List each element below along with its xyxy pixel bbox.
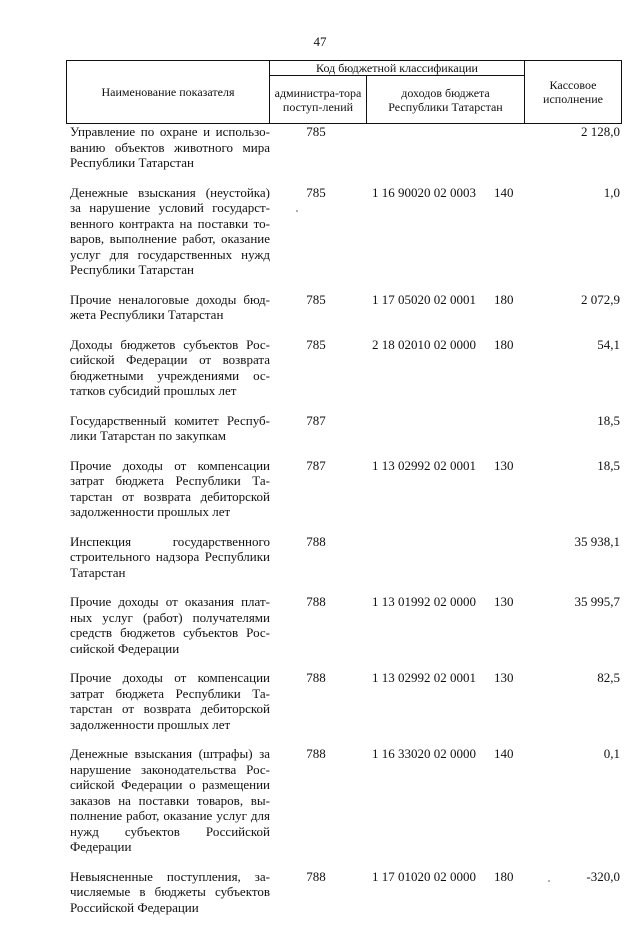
- table-row: [66, 458, 622, 520]
- indicator-name: Прочие неналоговые доходы бюд-жета Республики Татарстан: [70, 291, 270, 322]
- admin-code: 785: [306, 124, 326, 139]
- col-name-header: Наименование показателя: [67, 61, 270, 124]
- col-admin-header: администра-тора поступ-лений: [270, 76, 367, 124]
- table-header: [66, 60, 622, 124]
- cash-amount: 54,1: [597, 336, 620, 352]
- revenue-code: 1 13 01992 02 0000: [372, 594, 476, 609]
- col-code-group-header: Код бюджетной классификации: [270, 61, 525, 76]
- indicator-name: Денежные взыскания (штрафы) за нарушение законодательства Рос-сийской Федерации о размещении заказов на поставки товаров, вы-полнение работ, оказание услуг для нужд субъектов Российской Федерации: [70, 746, 270, 854]
- scan-speck: [548, 880, 550, 882]
- admin-code: 788: [306, 868, 326, 884]
- cash-amount: 2 128,0: [581, 124, 620, 139]
- sub-code: 180: [494, 291, 514, 307]
- cash-amount: 1,0: [603, 184, 620, 200]
- indicator-name: Инспекция государственного строительного надзора Республики Татарстан: [70, 533, 270, 580]
- table-row: [66, 670, 622, 732]
- table-row: [66, 534, 622, 581]
- table-row: [66, 124, 622, 171]
- sub-code: 140: [494, 184, 514, 200]
- page-number: 47: [313, 34, 327, 49]
- indicator-name: Прочие доходы от оказания плат-ных услуг (работ) получателями средств бюджетов субъектов Рос-сийской Федерации: [70, 594, 270, 656]
- col-revenue-header: доходов бюджета Республики Татарстан: [367, 76, 525, 124]
- sub-code: 130: [494, 670, 514, 685]
- col-cash-header: Кассовое исполнение: [525, 61, 622, 124]
- sub-code: 180: [494, 868, 514, 884]
- admin-code: 785: [306, 184, 326, 200]
- cash-amount: -320,0: [586, 868, 620, 884]
- admin-code: 788: [306, 594, 326, 609]
- cash-amount: 35 938,1: [574, 533, 620, 549]
- table-row: [66, 413, 622, 444]
- table-body: [66, 124, 622, 929]
- table-row: [66, 185, 622, 278]
- admin-code: 788: [306, 533, 326, 549]
- admin-code: 787: [306, 457, 326, 473]
- revenue-code: 1 13 02992 02 0001: [372, 670, 476, 685]
- admin-code: 788: [306, 746, 326, 761]
- revenue-code: 1 17 01020 02 0000: [372, 868, 476, 884]
- indicator-name: Управление по охране и использо-ванию объектов животного мира Республики Татарстан: [70, 124, 270, 170]
- revenue-code: 1 16 33020 02 0000: [372, 746, 476, 761]
- revenue-code: 2 18 02010 02 0000: [372, 336, 476, 352]
- table-row: [66, 337, 622, 399]
- cash-amount: 18,5: [597, 412, 620, 428]
- revenue-code: 1 16 90020 02 0003: [372, 184, 476, 200]
- indicator-name: Доходы бюджетов субъектов Рос-сийской Федерации от возврата бюджетными учреждениями ос-татков субсидий прошлых лет: [70, 336, 270, 398]
- admin-code: 785: [306, 336, 326, 352]
- cash-amount: 2 072,9: [581, 291, 620, 307]
- sub-code: 180: [494, 336, 514, 352]
- indicator-name: Невыясненные поступления, за-числяемые в бюджеты субъектов Российской Федерации: [70, 868, 270, 915]
- admin-code: 785: [306, 291, 326, 307]
- table-row: [66, 869, 622, 916]
- admin-code: 788: [306, 670, 326, 685]
- table-row: [66, 292, 622, 323]
- indicator-name: Прочие доходы от компенсации затрат бюджета Республики Та-тарстан от возврата дебиторской задолженности прошлых лет: [70, 457, 270, 519]
- cash-amount: 18,5: [597, 457, 620, 473]
- table-row: [66, 746, 622, 855]
- indicator-name: Денежные взыскания (неустойка) за нарушение условий государст-венного контракта на поставки то-варов, выполнение работ, оказание услуг для государственных нужд Республики Татарстан: [70, 184, 270, 277]
- table-row: [66, 594, 622, 656]
- indicator-name: Прочие доходы от компенсации затрат бюджета Республики Та-тарстан от возврата дебиторской задолженности прошлых лет: [70, 670, 270, 732]
- cash-amount: 35 995,7: [574, 594, 620, 609]
- revenue-code: 1 13 02992 02 0001: [372, 457, 476, 473]
- sub-code: 130: [494, 594, 514, 609]
- cash-amount: 0,1: [603, 746, 620, 761]
- admin-code: 787: [306, 412, 326, 428]
- revenue-code: 1 17 05020 02 0001: [372, 291, 476, 307]
- cash-amount: 82,5: [597, 670, 620, 685]
- indicator-name: Государственный комитет Респуб-лики Татарстан по закупкам: [70, 412, 270, 443]
- sub-code: 140: [494, 746, 514, 761]
- scan-speck: [296, 210, 298, 212]
- sub-code: 130: [494, 457, 514, 473]
